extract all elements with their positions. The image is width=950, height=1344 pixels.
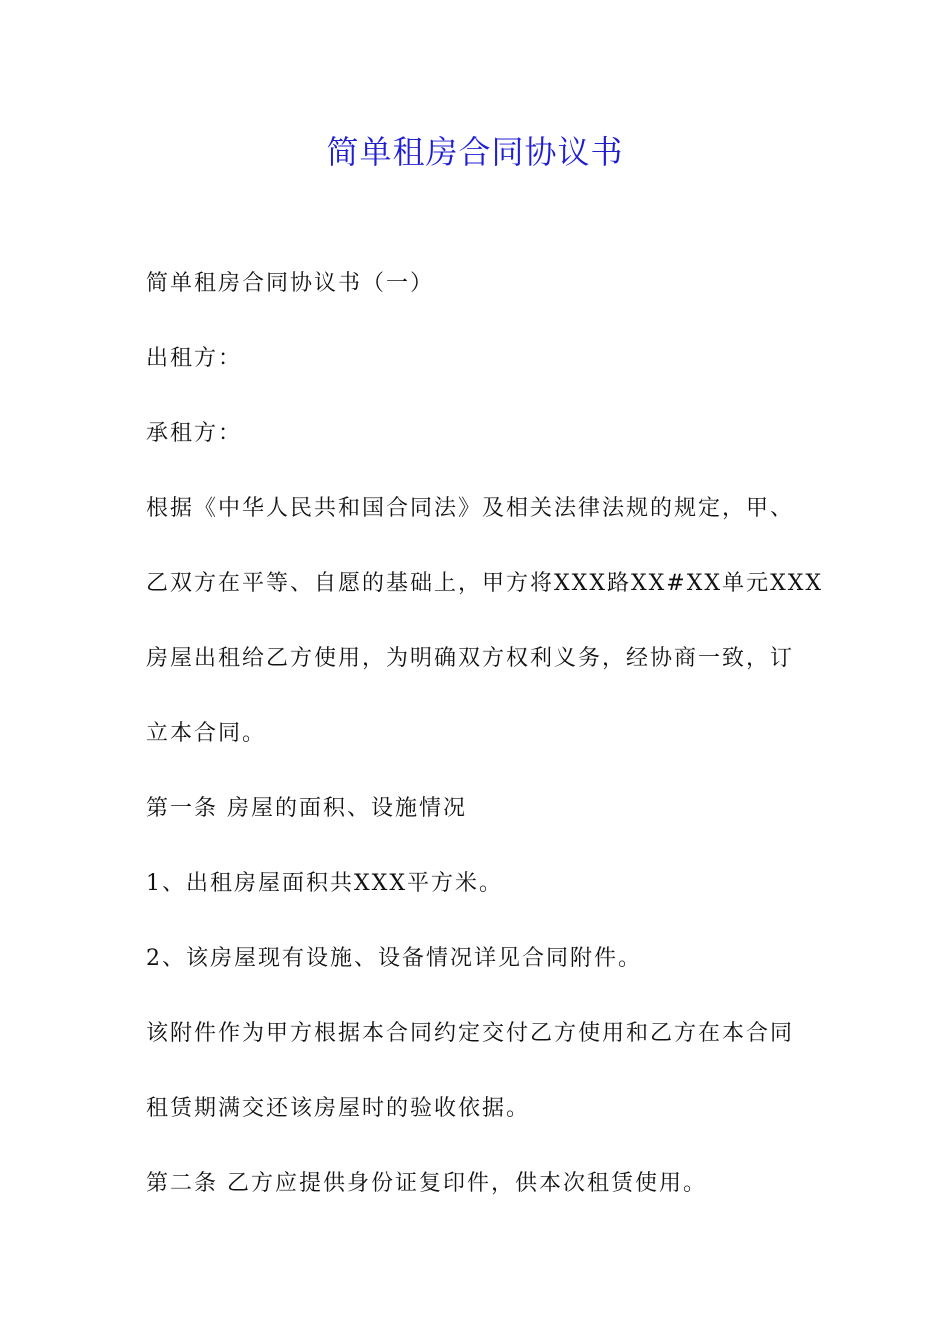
paragraph-line: 房屋出租给乙方使用，为明确双方权利义务，经协商一致，订 — [146, 646, 795, 671]
list-item: 1、出租房屋面积共XXX平方米。 — [146, 871, 503, 896]
article-heading: 第一条 房屋的面积、设施情况 — [146, 796, 467, 821]
paragraph-line: 租赁期满交还该房屋时的验收依据。 — [146, 1096, 531, 1121]
paragraph-line: 该附件作为甲方根据本合同约定交付乙方使用和乙方在本合同 — [146, 1021, 795, 1046]
paragraph-line: 乙双方在平等、自愿的基础上，甲方将XXX路XX#XX单元XXX — [146, 571, 824, 596]
article-heading: 第二条 乙方应提供身份证复印件，供本次租赁使用。 — [146, 1171, 707, 1196]
lessor-label: 出租方： — [146, 346, 243, 371]
paragraph-line: 根据《中华人民共和国合同法》及相关法律法规的规定，甲、 — [146, 496, 795, 521]
document-title: 简单租房合同协议书 — [326, 133, 624, 171]
list-item: 2、该房屋现有设施、设备情况详见合同附件。 — [146, 946, 642, 971]
paragraph-line: 立本合同。 — [146, 721, 267, 746]
section-heading: 简单租房合同协议书（一） — [146, 271, 435, 296]
lessee-label: 承租方： — [146, 421, 243, 446]
